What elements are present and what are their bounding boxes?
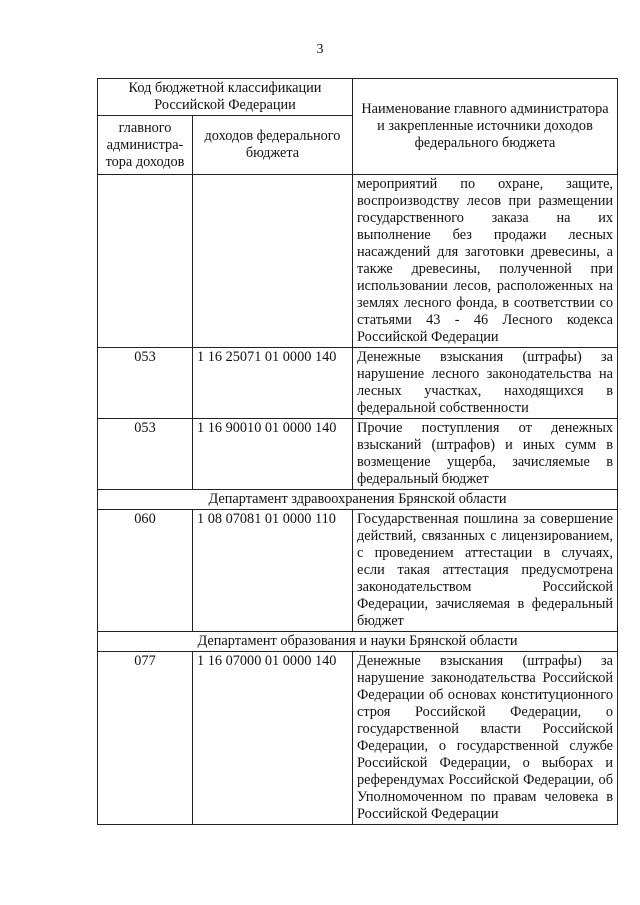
row-admin-code: 077 xyxy=(98,652,193,825)
section-title: Департамент здравоохранения Брянской области xyxy=(98,490,618,510)
row-admin-code: 060 xyxy=(98,510,193,632)
header-admin: главного администра-тора доходов xyxy=(98,116,193,175)
table-row xyxy=(98,652,618,825)
section-heading-health xyxy=(98,490,618,510)
row-admin-code xyxy=(98,175,193,348)
table-row xyxy=(98,419,618,490)
row-name: мероприятий по охране, защите, воспроизводству лесов при размещении государственного заказа на их выполнение без продажи лесных насаждений для заготовки древесины, а также древесины, полученной при использовании лесов, расположенных на землях лесного фонда, в соответствии со статьями 43 - 46 Лесного кодекса Российской Федерации xyxy=(353,175,618,348)
row-budget-code: 1 08 07081 01 0000 110 xyxy=(193,510,353,632)
row-name: Государственная пошлина за совершение действий, связанных с лицензированием, с проведением аттестации в случаях, если такая аттестация предусмотрена законодательством Российской Федерации, зачисляемая в федеральный бюджет xyxy=(353,510,618,632)
page-number: 3 xyxy=(316,42,324,57)
row-budget-code xyxy=(193,175,353,348)
table-row xyxy=(98,348,618,419)
row-name: Прочие поступления от денежных взысканий (штрафов) и иных сумм в возмещение ущерба, зачисляемые в федеральный бюджет xyxy=(353,419,618,490)
section-heading-education xyxy=(98,632,618,652)
header-kbk: Код бюджетной классификации Российской Федерации xyxy=(98,79,353,116)
table-row xyxy=(98,510,618,632)
header-name: Наименование главного администратора и закрепленные источники доходов федерального бюджета xyxy=(353,79,618,175)
row-budget-code: 1 16 90010 01 0000 140 xyxy=(193,419,353,490)
header-income: доходов федерального бюджета xyxy=(193,116,353,175)
budget-classification-table xyxy=(97,78,618,825)
table-row xyxy=(98,175,618,348)
row-budget-code: 1 16 07000 01 0000 140 xyxy=(193,652,353,825)
section-title: Департамент образования и науки Брянской области xyxy=(98,632,618,652)
row-admin-code: 053 xyxy=(98,419,193,490)
row-admin-code: 053 xyxy=(98,348,193,419)
row-name: Денежные взыскания (штрафы) за нарушение законодательства Российской Федерации об основах конституционного строя Российской Федерации, о государственной власти Российской Федерации, о государственной службе Российской Федерации, о выборах и референдумах Российской Федерации, об Уполномоченном по правам человека в Российской Федерации xyxy=(353,652,618,825)
row-name: Денежные взыскания (штрафы) за нарушение лесного законодательства на лесных участках, находящихся в федеральной собственности xyxy=(353,348,618,419)
row-budget-code: 1 16 25071 01 0000 140 xyxy=(193,348,353,419)
